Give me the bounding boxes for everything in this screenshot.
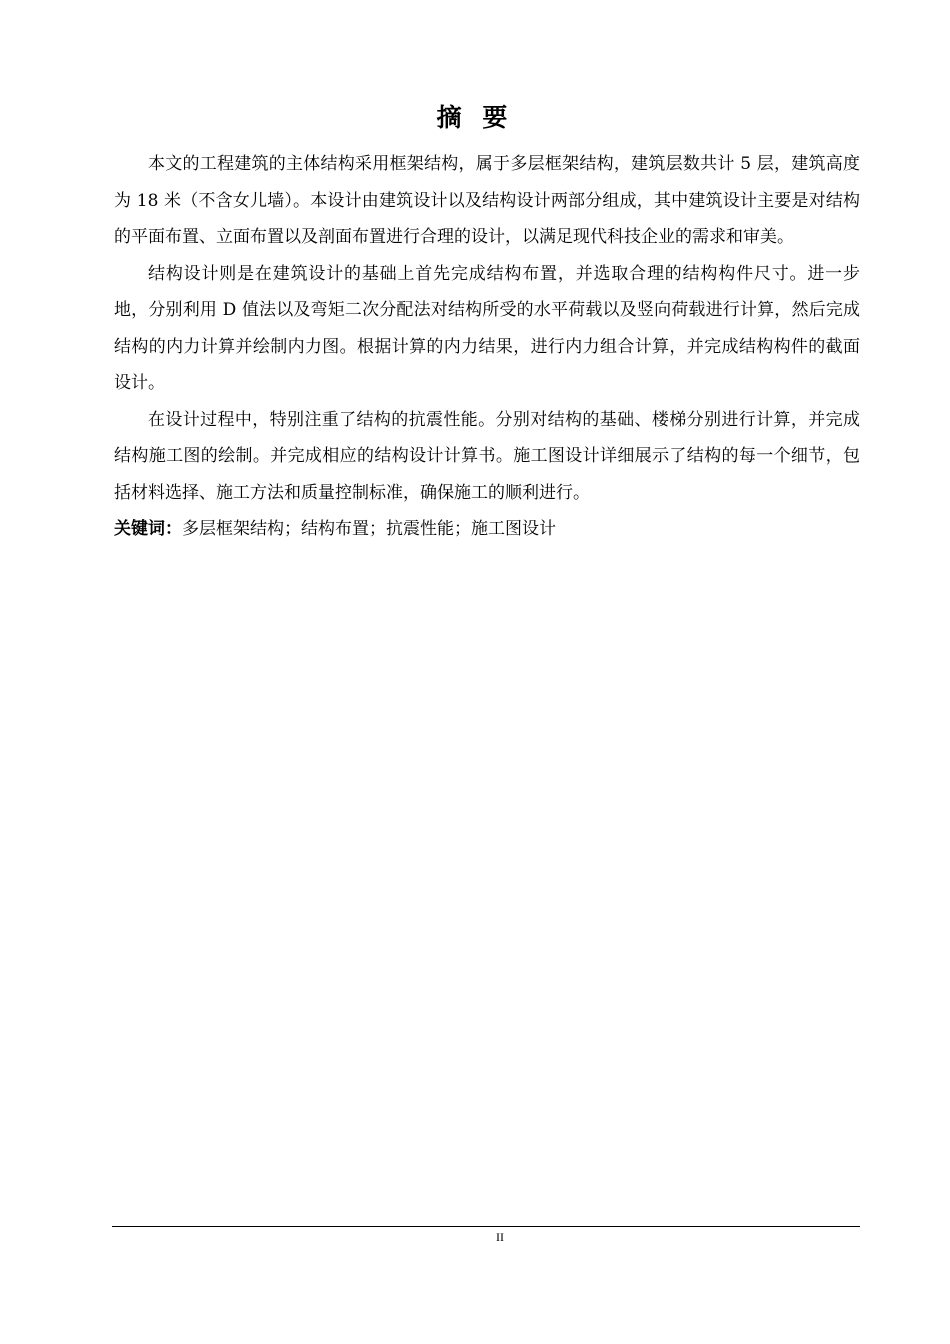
- footer-divider: [112, 1226, 860, 1227]
- keywords-text: 多层框架结构；结构布置；抗震性能；施工图设计: [182, 519, 556, 539]
- abstract-paragraph-1: 本文的工程建筑的主体结构采用框架结构，属于多层框架结构，建筑层数共计 5 层，建筑高度为 18 米（不含女儿墙）。本设计由建筑设计以及结构设计两部分组成，其中建筑设计主要是对结构的平面布置、立面布置以及剖面布置进行合理的设计，以满足现代科技企业的需求和审美。: [114, 154, 860, 247]
- abstract-title: 摘 要: [436, 103, 514, 132]
- abstract-paragraph-2: 结构设计则是在建筑设计的基础上首先完成结构布置，并选取合理的结构构件尺寸。进一步地，分别利用 D 值法以及弯矩二次分配法对结构所受的水平荷载以及竖向荷载进行计算，然后完成结构的内力计算并绘制内力图。根据计算的内力结果，进行内力组合计算，并完成结构构件的截面设计。: [114, 263, 860, 393]
- keywords-line: [114, 511, 860, 548]
- abstract-body: [114, 146, 860, 548]
- abstract-paragraph-3: 在设计过程中，特别注重了结构的抗震性能。分别对结构的基础、楼梯分别进行计算，并完成结构施工图的绘制。并完成相应的结构设计计算书。施工图设计详细展示了结构的每一个细节，包括材料选择、施工方法和质量控制标准，确保施工的顺利进行。: [114, 409, 860, 503]
- keywords-label: 关键词：: [114, 519, 182, 539]
- page-number: II: [496, 1230, 504, 1244]
